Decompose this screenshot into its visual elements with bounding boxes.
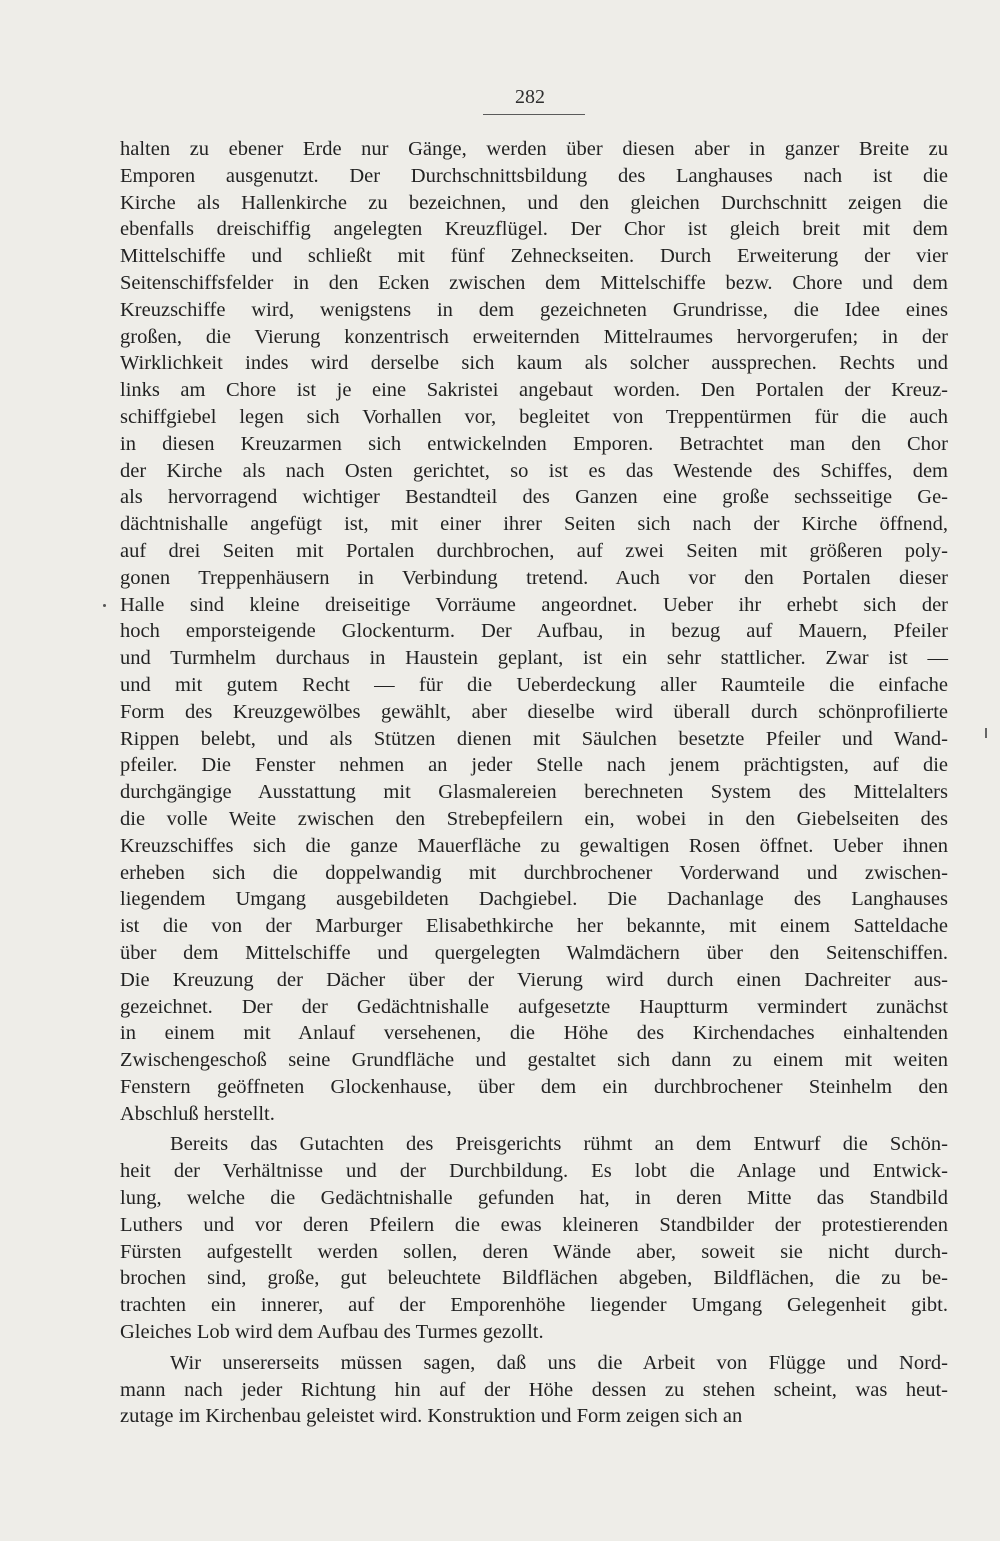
text-line: in diesen Kreuzarmen sich entwickelnden Emporen. Betrachtet man den Chor [120,432,948,455]
header-rule [483,114,585,115]
text-line: Wir unsererseits müssen sagen, daß uns die Arbeit von Flügge und Nord- [170,1351,948,1374]
text-line: dächtnishalle angefügt ist, mit einer ihrer Seiten sich nach der Kirche öffnend, [120,513,948,536]
text-line: liegendem Umgang ausgebildeten Dachgiebel. Die Dachanlage des Langhauses [120,888,948,911]
text-line: Abschluß herstellt. [120,1102,275,1125]
text-line: Seitenschiffsfelder in den Ecken zwischen dem Mittelschiffe bezw. Chore und dem [120,271,948,294]
text-line: Kirche als Hallenkirche zu bezeichnen, und den gleichen Durchschnitt zeigen die [120,191,948,214]
text-line: und mit gutem Recht — für die Ueberdeckung aller Raumteile die einfache [120,673,948,696]
text-line: durchgängige Ausstattung mit Glasmalereien berechneten System des Mittelalters [120,781,948,804]
body-text [120,136,948,1430]
text-line: schiffgiebel legen sich Vorhallen vor, begleitet von Treppentürmen für die auch [120,405,948,428]
text-line: Rippen belebt, und als Stützen dienen mit Säulchen besetzte Pfeiler und Wand- [120,727,948,750]
text-line: brochen sind, große, gut beleuchtete Bildflächen abgeben, Bildflächen, die zu be- [120,1267,948,1290]
text-line: lung, welche die Gedächtnishalle gefunden hat, in deren Mitte das Standbild [120,1187,948,1210]
text-line: Bereits das Gutachten des Preisgerichts rühmt an dem Entwurf die Schön- [170,1133,948,1156]
text-line: Halle sind kleine dreiseitige Vorräume angeordnet. Ueber ihr erhebt sich der [120,593,948,616]
page-number: 282 [515,86,545,108]
text-line: Fürsten aufgestellt werden sollen, deren Wände aber, soweit sie nicht durch- [120,1240,948,1263]
text-line: Mittelschiffe und schließt mit fünf Zehneckseiten. Durch Erweiterung der vier [120,245,948,268]
text-line: Kreuzschiffes sich die ganze Mauerfläche zu gewaltigen Rosen öffnet. Ueber ihnen [120,834,948,857]
text-line: heit der Verhältnisse und der Durchbildung. Es lobt die Anlage und Entwick- [120,1160,948,1183]
text-line: großen, die Vierung konzentrisch erweiternden Mittelraumes hervorgerufen; in der [120,325,948,348]
text-line: die volle Weite zwischen den Strebepfeilern ein, wobei in den Giebelseiten des [120,807,948,830]
text-line: ebenfalls dreischiffig angelegten Kreuzflügel. Der Chor ist gleich breit mit dem [120,218,948,241]
paragraph [120,1131,948,1345]
text-line: Gleiches Lob wird dem Aufbau des Turmes gezollt. [120,1321,544,1344]
margin-mark [103,604,106,607]
text-line: auf drei Seiten mit Portalen durchbrochen, auf zwei Seiten mit größeren poly- [120,539,948,562]
text-line: halten zu ebener Erde nur Gänge, werden über diesen aber in ganzer Breite zu [120,138,948,160]
text-line: ist die von der Marburger Elisabethkirche her bekannte, mit einem Satteldache [120,915,948,938]
margin-mark [985,728,987,738]
text-line: als hervorragend wichtiger Bestandteil des Ganzen eine große sechsseitige Ge- [120,486,948,509]
text-line: zutage im Kirchenbau geleistet wird. Konstruktion und Form zeigen sich an [120,1405,743,1428]
text-line: der Kirche als nach Osten gerichtet, so ist es das Westende des Schiffes, dem [120,459,948,482]
text-line: trachten ein innerer, auf der Emporenhöhe liegender Umgang Gelegenheit gibt. [120,1294,948,1317]
text-line: Form des Kreuzgewölbes gewählt, aber dieselbe wird überall durch schönprofilierte [120,700,948,723]
text-line: Emporen ausgenutzt. Der Durchschnittsbildung des Langhauses nach ist die [120,164,948,187]
paragraph [120,136,948,1127]
text-line: gezeichnet. Der der Gedächtnishalle aufgesetzte Hauptturm vermindert zunächst [120,995,948,1018]
text-line: gonen Treppenhäusern in Verbindung tretend. Auch vor den Portalen dieser [120,566,948,589]
text-line: Luthers und vor deren Pfeilern die ewas kleineren Standbilder der protestierenden [120,1213,948,1236]
text-line: und Turmhelm durchaus in Haustein geplant, ist ein sehr stattlicher. Zwar ist — [120,647,948,670]
text-line: Fenstern geöffneten Glockenhause, über dem ein durchbrochener Steinhelm den [120,1075,948,1098]
text-line: Kreuzschiffe wird, wenigstens in dem gezeichneten Grundrisse, die Idee eines [120,298,948,321]
text-line: pfeiler. Die Fenster nehmen an jeder Stelle nach jenem prächtigsten, auf die [120,754,948,777]
text-line: hoch emporsteigende Glockenturm. Der Aufbau, in bezug auf Mauern, Pfeiler [120,620,948,643]
text-line: Wirklichkeit indes wird derselbe sich kaum als solcher aussprechen. Rechts und [120,352,948,375]
text-line: in einem mit Anlauf versehenen, die Höhe des Kirchendaches einhaltenden [120,1022,948,1045]
text-line: über dem Mittelschiffe und quergelegten Walmdächern über den Seitenschiffen. [120,941,948,964]
text-line: links am Chore ist je eine Sakristei angebaut worden. Den Portalen der Kreuz- [120,379,948,402]
text-line: mann nach jeder Richtung hin auf der Höhe dessen zu stehen scheint, was heut- [120,1378,948,1401]
text-line: Die Kreuzung der Dächer über der Vierung wird durch einen Dachreiter aus- [120,968,948,991]
paragraph [120,1350,948,1430]
text-line: Zwischengeschoß seine Grundfläche und gestaltet sich dann zu einem mit weiten [120,1049,948,1072]
text-line: erheben sich die doppelwandig mit durchbrochener Vorderwand und zwischen- [120,861,948,884]
